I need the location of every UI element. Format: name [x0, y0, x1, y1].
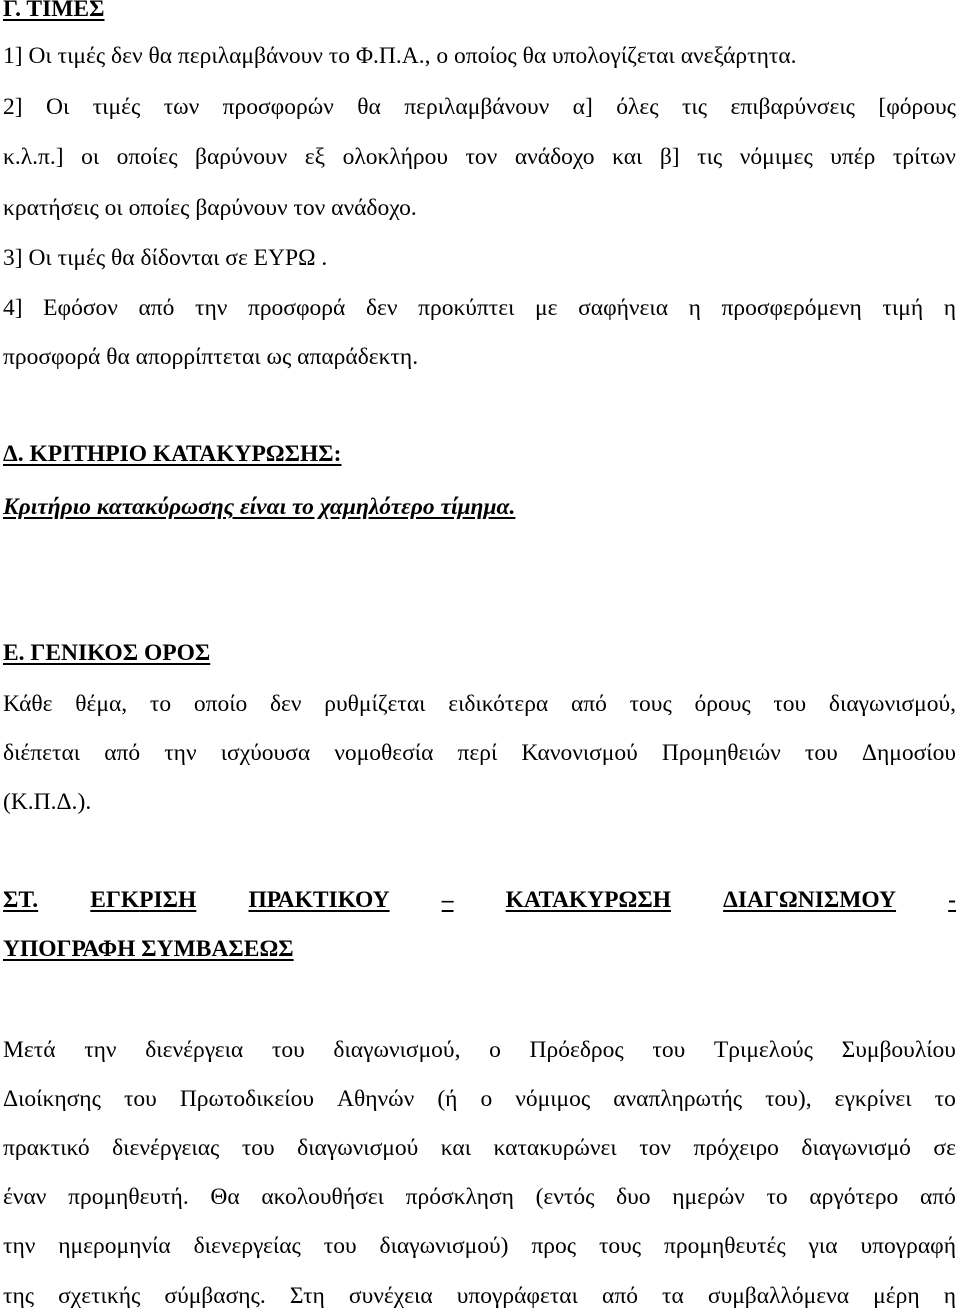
word: ο: [489, 1037, 501, 1063]
section-e-line-2: [3, 738, 956, 768]
word: του: [271, 1037, 305, 1063]
word: ο: [480, 1086, 493, 1112]
word: διενέργεια: [145, 1037, 244, 1063]
word: Στη: [289, 1283, 325, 1309]
word: μέρη: [873, 1283, 920, 1309]
word: διαγωνισμού): [379, 1233, 509, 1259]
word: σε: [933, 1135, 956, 1161]
word: από: [602, 1283, 638, 1309]
word: ΔΙΑΓΩΝΙΣΜΟΥ: [723, 887, 897, 913]
word: περί: [457, 740, 498, 766]
section-e-line-3: (Κ.Π.Δ.).: [3, 789, 92, 815]
word: οποίες: [116, 144, 178, 170]
section-st-paragraph-line-3: [3, 1133, 956, 1163]
word: υπογραφή: [860, 1233, 956, 1259]
word: όρους: [694, 691, 751, 717]
section-st-paragraph-line-1: [3, 1035, 956, 1065]
word: Τριμελούς: [713, 1037, 813, 1063]
word: και: [440, 1135, 472, 1161]
word: επιβαρύνσεις: [730, 94, 855, 120]
word: την: [164, 740, 197, 766]
word: νομοθεσία: [334, 740, 434, 766]
word: τρίτων: [892, 144, 956, 170]
word: Συμβουλίου: [841, 1037, 956, 1063]
word: τιμές: [92, 94, 141, 120]
word: Πρόεδρος: [529, 1037, 624, 1063]
word: ολοκλήρου: [342, 144, 448, 170]
section-g-item-2-line-1: [3, 92, 956, 122]
word: διαγωνισμού: [297, 1135, 419, 1161]
word: θα: [357, 94, 381, 120]
word: του),: [765, 1086, 812, 1112]
word: Αθηνών: [337, 1086, 415, 1112]
word: ισχύουσα: [220, 740, 311, 766]
word: από: [919, 1184, 956, 1210]
section-st-paragraph-line-4: [3, 1182, 956, 1212]
word: τον: [465, 144, 498, 170]
word: –: [441, 887, 454, 913]
word: β]: [659, 144, 680, 170]
word: πρόσκληση: [405, 1184, 514, 1210]
word: κ.λ.π.]: [3, 144, 64, 170]
word: το: [766, 1184, 788, 1210]
word: τους: [629, 691, 672, 717]
word: ημερών: [672, 1184, 745, 1210]
word: αργότερο: [809, 1184, 899, 1210]
section-d-heading: Δ. ΚΡΙΤΗΡΙΟ ΚΑΤΑΚΥΡΩΣΗΣ:: [3, 441, 342, 467]
word: ειδικότερα: [448, 691, 549, 717]
word: αναπληρωτής: [613, 1086, 743, 1112]
word: του: [652, 1037, 686, 1063]
word: των: [163, 94, 200, 120]
section-g-item-4-line-1: [3, 293, 956, 323]
word: προσφορών: [222, 94, 334, 120]
word: από: [138, 295, 175, 321]
word: προμηθευτή.: [68, 1184, 189, 1210]
word: δεν: [365, 295, 398, 321]
word: θέμα,: [75, 691, 128, 717]
word: έναν: [3, 1184, 47, 1210]
word: την: [195, 295, 228, 321]
word: σαφήνεια: [578, 295, 669, 321]
word: όλες: [616, 94, 659, 120]
word: τους: [598, 1233, 642, 1259]
word: κατακυρώνει: [493, 1135, 617, 1161]
section-g-item-2-line-3: κρατήσεις οι οποίες βαρύνουν τον ανάδοχο.: [3, 195, 417, 221]
section-g-item-2-line-2: [3, 142, 956, 172]
word: υπογράφεται: [456, 1283, 578, 1309]
word: διαγωνισμού,: [828, 691, 956, 717]
word: 2]: [3, 94, 23, 120]
word: Μετά: [3, 1037, 56, 1063]
word: ΕΓΚΡΙΣΗ: [90, 887, 197, 913]
section-e-line-1: [3, 689, 956, 719]
word: τις: [697, 144, 723, 170]
word: του: [123, 1086, 157, 1112]
word: ΠΡΑΚΤΙΚΟΥ: [248, 887, 390, 913]
word: πρακτικό: [3, 1135, 90, 1161]
section-e-heading: Ε. ΓΕΝΙΚΟΣ ΟΡΟΣ: [3, 640, 211, 666]
word: διέπεται: [3, 740, 81, 766]
word: για: [808, 1233, 838, 1259]
word: εγκρίνει: [834, 1086, 912, 1112]
word: του: [773, 691, 807, 717]
word: ακολουθήσει: [261, 1184, 384, 1210]
word: Προμηθειών: [661, 740, 781, 766]
word: υπέρ: [830, 144, 876, 170]
word: και: [612, 144, 643, 170]
word: Πρωτοδικείου: [179, 1086, 314, 1112]
word: ΚΑΤΑΚΥΡΩΣΗ: [505, 887, 671, 913]
word: τον: [639, 1135, 672, 1161]
word: πρόχειρο: [693, 1135, 779, 1161]
word: σχετικής: [58, 1283, 141, 1309]
word: 4]: [3, 295, 23, 321]
word: περιλαμβάνουν: [404, 94, 550, 120]
word: από: [104, 740, 141, 766]
word: ημερομηνία: [58, 1233, 171, 1259]
section-g-item-3: 3] Οι τιμές θα δίδονται σε ΕΥΡΩ .: [3, 245, 328, 271]
word: Κανονισμού: [521, 740, 638, 766]
word: τις: [681, 94, 708, 120]
word: Οι: [46, 94, 70, 120]
section-st-paragraph-line-2: [3, 1084, 956, 1114]
word: προκύπτει: [418, 295, 515, 321]
word: Διοίκησης: [3, 1086, 101, 1112]
word: [φόρους: [878, 94, 956, 120]
word: την: [3, 1233, 36, 1259]
word: Δημοσίου: [861, 740, 956, 766]
word: του: [323, 1233, 357, 1259]
word: διενέργειας: [112, 1135, 220, 1161]
section-g-heading: Γ. ΤΙΜΕΣ: [3, 0, 105, 22]
word: νόμιμες: [739, 144, 813, 170]
word: α]: [572, 94, 593, 120]
section-st-paragraph-line-6: [3, 1281, 956, 1311]
word: διαγωνισμό: [801, 1135, 911, 1161]
word: νόμιμος: [515, 1086, 591, 1112]
section-st-heading-line-2: ΥΠΟΓΡΑΦΗ ΣΥΜΒΑΣΕΩΣ: [3, 936, 294, 962]
section-g-item-1: 1] Οι τιμές δεν θα περιλαμβάνουν το Φ.Π.Α., ο οποίος θα υπολογίζεται ανεξάρτητα.: [3, 43, 797, 69]
word: του: [804, 740, 838, 766]
word: Εφόσον: [43, 295, 118, 321]
word: από: [570, 691, 607, 717]
word: προσφορά: [247, 295, 346, 321]
word: σύμβασης.: [164, 1283, 266, 1309]
word: (ή: [437, 1086, 458, 1112]
word: Κάθε: [3, 691, 53, 717]
word: βαρύνουν: [195, 144, 288, 170]
word: εξ: [304, 144, 326, 170]
word: διενεργείας: [193, 1233, 301, 1259]
word: προσφερόμενη: [721, 295, 862, 321]
word: την: [84, 1037, 117, 1063]
word: συνέχεια: [348, 1283, 433, 1309]
word: προμηθευτές: [664, 1233, 786, 1259]
word: (εντός: [535, 1184, 595, 1210]
word: ανάδοχο: [514, 144, 595, 170]
word: του: [241, 1135, 275, 1161]
word: διαγωνισμού,: [333, 1037, 461, 1063]
word: Θα: [210, 1184, 240, 1210]
word: το: [934, 1086, 956, 1112]
word: η: [688, 295, 701, 321]
word: ρυθμίζεται: [324, 691, 426, 717]
word: ΣΤ.: [3, 887, 39, 913]
word: συμβαλλόμενα: [707, 1283, 850, 1309]
word: της: [3, 1283, 35, 1309]
word: δεν: [269, 691, 302, 717]
word: προς: [531, 1233, 577, 1259]
word: το: [149, 691, 172, 717]
section-d-text: Κριτήριο κατακύρωσης είναι το χαμηλότερο τίμημα.: [3, 494, 516, 520]
section-st-heading-line-1: [3, 885, 956, 915]
word: οποίο: [193, 691, 248, 717]
word: -: [948, 887, 956, 913]
word: με: [535, 295, 558, 321]
section-st-paragraph-line-5: [3, 1231, 956, 1261]
word: δυο: [616, 1184, 651, 1210]
section-g-item-4-line-2: προσφορά θα απορρίπτεται ως απαράδεκτη.: [3, 344, 419, 370]
word: οι: [81, 144, 100, 170]
word: τα: [662, 1283, 684, 1309]
word: η: [943, 295, 956, 321]
word: τιμή: [882, 295, 924, 321]
word: η: [943, 1283, 956, 1309]
